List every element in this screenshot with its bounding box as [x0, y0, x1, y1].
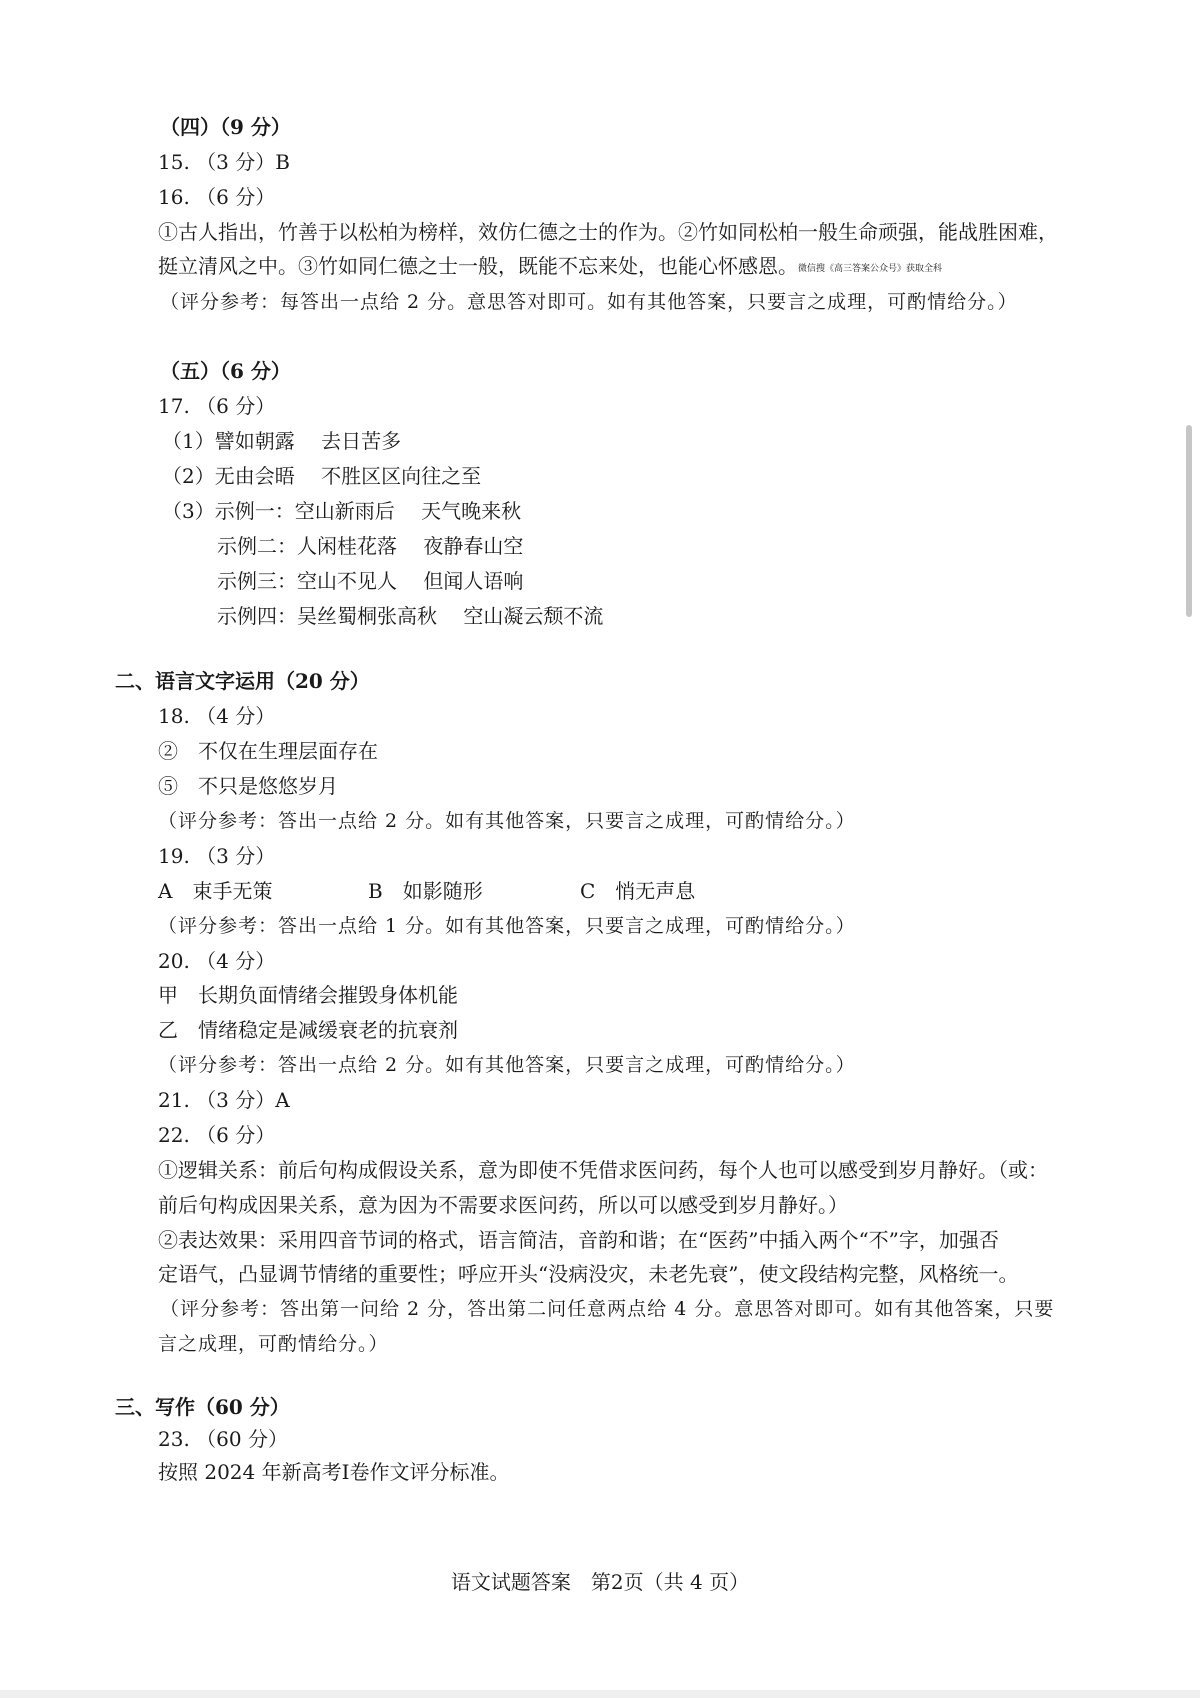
part-3-heading: 三、写作（60 分）: [115, 1395, 290, 1419]
q17-example-4: 示例四：吴丝蜀桐张高秋 空山凝云颓不流: [217, 604, 604, 628]
q22-scoring-note-1: （评分参考：答出第一问给 2 分，答出第二问任意两点给 4 分。意思答对即可。如有其他答案，只要: [160, 1298, 1055, 1320]
q16-scoring-note: （评分参考：每答出一点给 2 分。意思答对即可。如有其他答案，只要言之成理，可酌情给分。）: [160, 291, 1018, 313]
q16-title: 16. （6 分）: [158, 185, 276, 209]
bottom-edge: [0, 1690, 1200, 1698]
scrollbar-thumb[interactable]: [1186, 425, 1192, 617]
q19-title: 19. （3 分）: [158, 844, 276, 868]
q22-line-3: ②表达效果：采用四音节词的格式，语言简洁，音韵和谐；在“医药”中插入两个“不”字，加强否: [158, 1228, 999, 1252]
q18-title: 18. （4 分）: [158, 704, 276, 728]
q22-scoring-note-2: 言之成理，可酌情给分。）: [158, 1333, 389, 1355]
vertical-scrollbar[interactable]: [1178, 0, 1200, 1698]
q23-title: 23. （60 分）: [158, 1427, 288, 1451]
q18-answer-a: ② 不仅在生理层面存在: [158, 739, 378, 763]
q17-title: 17. （6 分）: [158, 394, 276, 418]
q19-answer-b: B 如影随形: [368, 879, 483, 903]
q23-text: 按照 2024 年新高考Ⅰ卷作文评分标准。: [158, 1460, 510, 1484]
q18-answer-b: ⑤ 不只是悠悠岁月: [158, 774, 338, 798]
q20-scoring-note: （评分参考：答出一点给 2 分。如有其他答案，只要言之成理，可酌情给分。）: [158, 1054, 856, 1076]
q17-answer-3: （3）示例一：空山新雨后 天气晚来秋: [162, 499, 522, 523]
q22-line-2: 前后句构成因果关系，意为因为不需要求医问药，所以可以感受到岁月静好。）: [158, 1193, 848, 1217]
page-footer: 语文试题答案 第2页（共 4 页）: [450, 1570, 750, 1594]
q19-answer-c: C 悄无声息: [580, 879, 696, 903]
q18-scoring-note: （评分参考：答出一点给 2 分。如有其他答案，只要言之成理，可酌情给分。）: [158, 810, 856, 832]
q17-example-2: 示例二：人闲桂花落 夜静春山空: [217, 534, 524, 558]
q20-answer-a: 甲 长期负面情绪会摧毁身体机能: [158, 983, 458, 1007]
q22-line-1: ①逻辑关系：前后句构成假设关系，意为即使不凭借求医问药，每个人也可以感受到岁月静好。（或：: [158, 1158, 1048, 1182]
section-5-heading: （五）（6 分）: [160, 359, 291, 383]
section-4-heading: （四）（9 分）: [160, 115, 291, 139]
q20-answer-b: 乙 情绪稳定是减缓衰老的抗衰剂: [158, 1018, 458, 1042]
q17-example-3: 示例三：空山不见人 但闻人语响: [217, 569, 524, 593]
q22-line-4: 定语气，凸显调节情绪的重要性；呼应开头“没病没灾，未老先衰”，使文段结构完整，风格统一。: [158, 1262, 1019, 1286]
q16-line-1: ①古人指出，竹善于以松柏为榜样，效仿仁德之士的作为。②竹如同松柏一般生命顽强，能战胜困难，: [158, 220, 1058, 244]
part-2-heading: 二、语言文字运用（20 分）: [115, 669, 370, 693]
q20-title: 20. （4 分）: [158, 949, 276, 973]
q21-answer: 21. （3 分）A: [158, 1088, 290, 1112]
q17-answer-2: （2）无由会晤 不胜区区向往之至: [162, 464, 482, 488]
q19-scoring-note: （评分参考：答出一点给 1 分。如有其他答案，只要言之成理，可酌情给分。）: [158, 915, 856, 937]
q15-answer: 15. （3 分）B: [158, 150, 290, 174]
q22-title: 22. （6 分）: [158, 1123, 276, 1147]
q19-answer-a: A 束手无策: [158, 879, 273, 903]
q17-answer-1: （1）譬如朝露 去日苦多: [162, 429, 402, 453]
q16-line-2: 挺立清风之中。③竹如同仁德之士一般，既能不忘来处，也能心怀感恩。微信搜《高三答案公众号》获取全科: [158, 254, 943, 278]
watermark-text: 微信搜《高三答案公众号》获取全科: [798, 264, 943, 274]
